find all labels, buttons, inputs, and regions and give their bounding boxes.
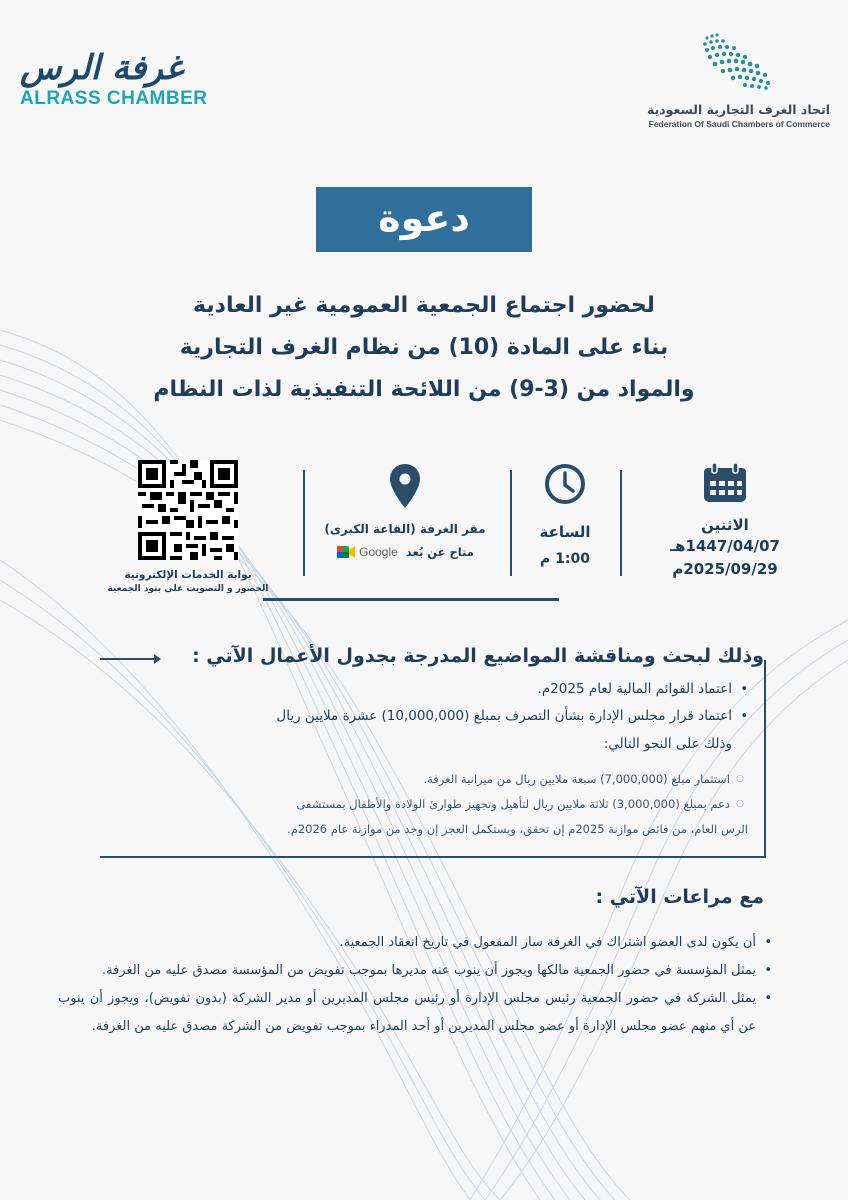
agenda-item-text: اعتماد القوائم المالية لعام 2025م. bbox=[537, 681, 732, 697]
agenda-sub-item-text: دعم بمبلغ (3,000,000) ثلاثة ملايين ريال لتأهيل وتجهيز طوارئ الولادة والأطفال بمستشفى bbox=[296, 797, 730, 811]
agenda-item bbox=[108, 676, 748, 703]
alrass-logo-arabic: غرفة الرس bbox=[20, 48, 183, 88]
note-item-text: يمثل الشركة في حضور الجمعية رئيس مجلس الإدارة أو رئيس مجلس المديرين أو مدير الشركة (بدون تفويض)، ويجوز أن ينوب عن أي منهم عضو مجلس الإدارة أو عضو مجلس المديرين أو أحد المدراء بموجب تفويض من الشركة مصدق عليه من الغرفة. bbox=[58, 991, 756, 1034]
agenda-frame-arrow-tip bbox=[154, 654, 161, 664]
meeting-date-hijri: 1447/04/07هـ bbox=[670, 537, 780, 555]
note-item bbox=[58, 929, 772, 957]
qr-code-icon[interactable] bbox=[137, 460, 239, 560]
qr-portal[interactable] bbox=[88, 460, 288, 596]
bullet-icon: • bbox=[740, 709, 748, 724]
agenda-frame-arrow-line bbox=[100, 658, 158, 660]
info-underline bbox=[263, 598, 559, 601]
alrass-logo-english: ALRASS CHAMBER bbox=[20, 88, 208, 109]
meeting-day: الاثنين bbox=[701, 516, 749, 534]
location-pin-icon bbox=[388, 462, 422, 510]
meeting-location bbox=[305, 462, 505, 560]
agenda-heading: وذلك لبحث ومناقشة المواضيع المدرجة بجدول الأعمال الآتي : bbox=[192, 645, 764, 667]
notes-heading: مع مراعات الآتي : bbox=[595, 886, 764, 908]
circle-bullet-icon: ○ bbox=[736, 799, 744, 809]
note-item-text: أن يكون لدى العضو اشتراك في الغرفة سار المفعول في تاريخ انعقاد الجمعية. bbox=[339, 935, 756, 950]
meeting-date-gregorian: 2025/09/29م bbox=[672, 560, 778, 578]
qr-portal-subtitle: الحضور و التصويت على بنود الجمعية bbox=[107, 584, 269, 594]
agenda-item bbox=[108, 703, 748, 730]
bullet-icon: • bbox=[764, 991, 772, 1006]
note-item bbox=[58, 985, 772, 1041]
location-place: مقر الغرفة (القاعة الكبرى) bbox=[324, 522, 486, 536]
calendar-icon bbox=[702, 462, 748, 504]
subtitle-line-2: بناء على المادة (10) من نظام الغرف التجارية bbox=[179, 335, 669, 360]
bullet-icon: • bbox=[740, 682, 748, 697]
clock-icon bbox=[543, 462, 587, 506]
invitation-title: دعوة bbox=[316, 187, 532, 252]
note-item bbox=[58, 957, 772, 985]
subtitle-line-3: والمواد من (3-9) من اللائحة التنفيذية لذات النظام bbox=[153, 377, 695, 402]
time-value: 1:00 م bbox=[540, 551, 590, 567]
agenda-sub-item bbox=[108, 767, 748, 792]
meeting-date bbox=[625, 462, 825, 581]
agenda-continuation: وذلك على النحو التالي: bbox=[603, 736, 732, 752]
remote-available: متاح عن بُعد bbox=[405, 545, 474, 559]
agenda-sub-item-text: استثمار مبلغ (7,000,000) سبعة ملايين ريال من ميزانية الغرفة. bbox=[423, 772, 730, 786]
federation-logo-arabic: اتحاد الغرف التجارية السعودية bbox=[646, 102, 830, 117]
info-separator bbox=[620, 470, 622, 576]
agenda-sub-item bbox=[108, 792, 748, 817]
google-meet-icon bbox=[336, 544, 356, 560]
bullet-icon: • bbox=[764, 963, 772, 978]
info-separator bbox=[510, 470, 512, 576]
agenda-item-text: اعتماد قرار مجلس الإدارة بشأن التصرف بمبلغ (10,000,000) عشرة ملايين ريال bbox=[276, 708, 732, 724]
federation-logo-english: Federation Of Saudi Chambers of Commerce bbox=[648, 119, 830, 129]
alrass-chamber-logo bbox=[20, 48, 230, 110]
subtitle-line-1: لحضور اجتماع الجمعية العمومية غير العادية bbox=[193, 293, 655, 318]
agenda-list bbox=[108, 676, 748, 842]
circle-bullet-icon: ○ bbox=[736, 774, 744, 784]
note-item-text: يمثل المؤسسة في حضور الجمعية مالكها ويجوز أن ينوب عنه مديرها بموجب تفويض من المؤسسة مصدق عليه من الغرفة. bbox=[101, 963, 756, 978]
notes-list bbox=[58, 929, 772, 1041]
meeting-time bbox=[515, 462, 615, 570]
federation-dots-icon bbox=[695, 30, 775, 92]
bullet-icon: • bbox=[764, 935, 772, 950]
qr-portal-title: بوابة الخدمات الإلكترونية bbox=[124, 569, 252, 581]
federation-logo bbox=[630, 30, 830, 129]
google-meet-label: Google bbox=[359, 545, 398, 559]
google-meet-logo bbox=[336, 544, 398, 560]
time-label: الساعة bbox=[539, 523, 591, 541]
invitation-subtitle bbox=[80, 285, 768, 411]
agenda-sub-list bbox=[108, 767, 748, 842]
agenda-sub-item-continuation: الرس العام، من فائض موازنة 2025م إن تحقق، ويستكمل العجز إن وجد من موازنة عام 2026م. bbox=[287, 822, 748, 836]
